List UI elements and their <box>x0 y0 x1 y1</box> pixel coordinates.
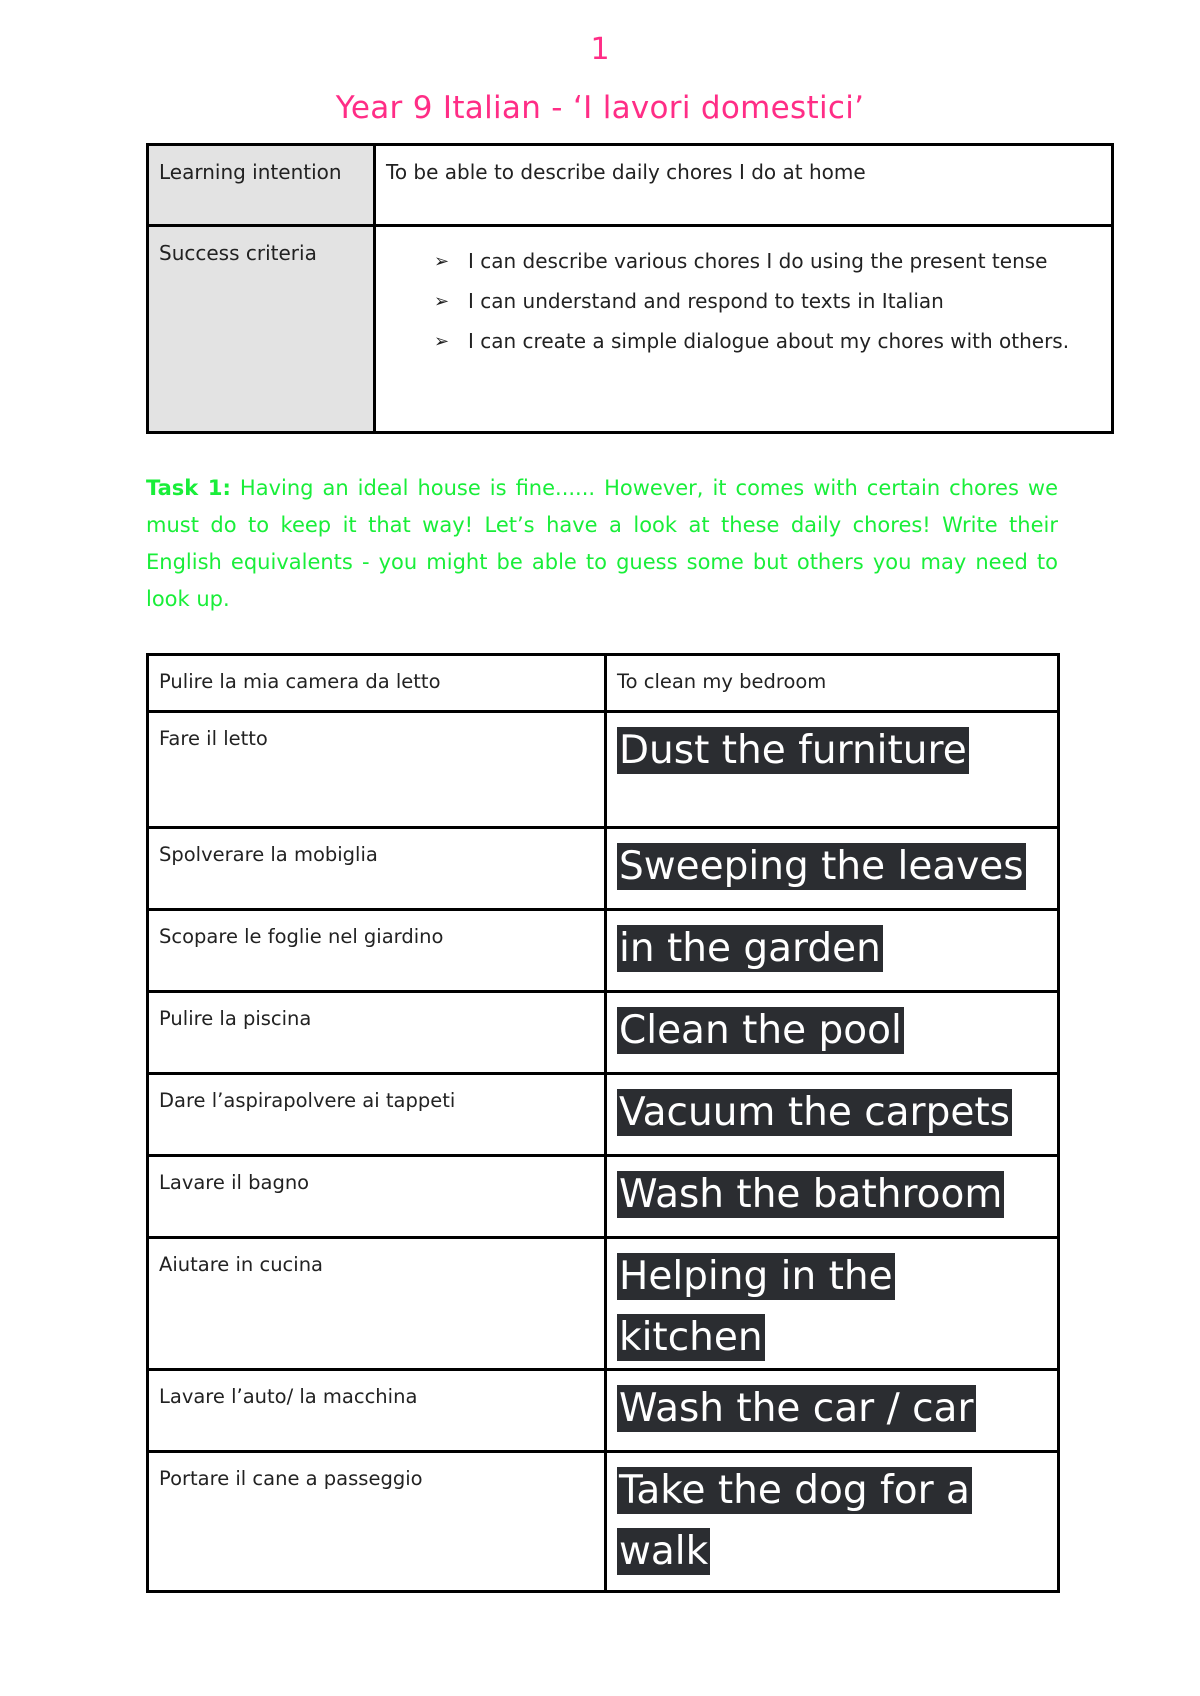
italian-chore: Dare l’aspirapolvere ai tappeti <box>148 1074 606 1156</box>
chore-row <box>148 1074 1059 1156</box>
answer-cell <box>606 992 1059 1074</box>
italian-chore: Portare il cane a passeggio <box>148 1452 606 1592</box>
answer-text: Helping in the kitchen <box>619 1254 893 1360</box>
answer-text: Clean the pool <box>619 1008 902 1053</box>
learning-intention-text: To be able to describe daily chores I do at home <box>375 145 1113 226</box>
answer-text: Sweeping the leaves <box>619 844 1024 889</box>
answer-cell <box>606 828 1059 910</box>
answer-text: Wash the car / car <box>619 1386 974 1431</box>
italian-chore: Spolverare la mobiglia <box>148 828 606 910</box>
criteria-item <box>434 323 1101 360</box>
arrow-bullet-icon: ➢ <box>434 251 450 272</box>
chore-row <box>148 1370 1059 1452</box>
answer-cell <box>606 1074 1059 1156</box>
criteria-text: I can understand and respond to texts in Italian <box>468 289 944 313</box>
english-equivalent: To clean my bedroom <box>606 655 1059 712</box>
arrow-bullet-icon: ➢ <box>434 291 450 312</box>
success-criteria-list <box>386 243 1101 360</box>
chore-row <box>148 828 1059 910</box>
learning-intention-row <box>148 145 1113 226</box>
chore-row <box>148 712 1059 828</box>
answer-cell <box>606 1156 1059 1238</box>
criteria-text: I can create a simple dialogue about my chores with others. <box>468 329 1070 353</box>
italian-chore: Lavare l’auto/ la macchina <box>148 1370 606 1452</box>
answer-cell <box>606 1238 1059 1370</box>
italian-chore: Pulire la piscina <box>148 992 606 1074</box>
success-criteria-label: Success criteria <box>148 226 375 433</box>
chore-row <box>148 910 1059 992</box>
chores-table <box>146 653 1060 1593</box>
criteria-item <box>434 283 1101 320</box>
chore-row <box>148 1452 1059 1592</box>
learning-intention-label: Learning intention <box>148 145 375 226</box>
italian-chore: Aiutare in cucina <box>148 1238 606 1370</box>
chores-example-row <box>148 655 1059 712</box>
italian-chore: Fare il letto <box>148 712 606 828</box>
success-criteria-cell <box>375 226 1113 433</box>
answer-text: Wash the bathroom <box>619 1172 1003 1217</box>
answer-text: Dust the furniture <box>619 728 967 773</box>
chore-row <box>148 1238 1059 1370</box>
answer-cell <box>606 910 1059 992</box>
task-instructions <box>146 470 1058 618</box>
chore-row <box>148 992 1059 1074</box>
answer-cell <box>606 712 1059 828</box>
chore-row <box>148 1156 1059 1238</box>
page-number: 1 <box>590 32 610 67</box>
task-label: Task 1: <box>146 476 231 500</box>
criteria-text: I can describe various chores I do using the present tense <box>468 249 1048 273</box>
criteria-item <box>434 243 1101 280</box>
answer-cell <box>606 1370 1059 1452</box>
task-body: Having an ideal house is fine...... However, it comes with certain chores we must do to keep it that way! Let’s have a look at these daily chores! Write their English equivalents - you might be able to guess some but others you may need to look up. <box>146 476 1058 611</box>
answer-cell <box>606 1452 1059 1592</box>
page-title: Year 9 Italian - ‘I lavori domestici’ <box>335 90 865 126</box>
arrow-bullet-icon: ➢ <box>434 331 450 352</box>
italian-chore: Pulire la mia camera da letto <box>148 655 606 712</box>
learning-intention-table <box>146 143 1114 434</box>
answer-text: in the garden <box>619 926 881 971</box>
italian-chore: Scopare le foglie nel giardino <box>148 910 606 992</box>
answer-text: Vacuum the carpets <box>619 1090 1010 1135</box>
success-criteria-row <box>148 226 1113 433</box>
italian-chore: Lavare il bagno <box>148 1156 606 1238</box>
answer-text: Take the dog for a walk <box>619 1468 970 1574</box>
